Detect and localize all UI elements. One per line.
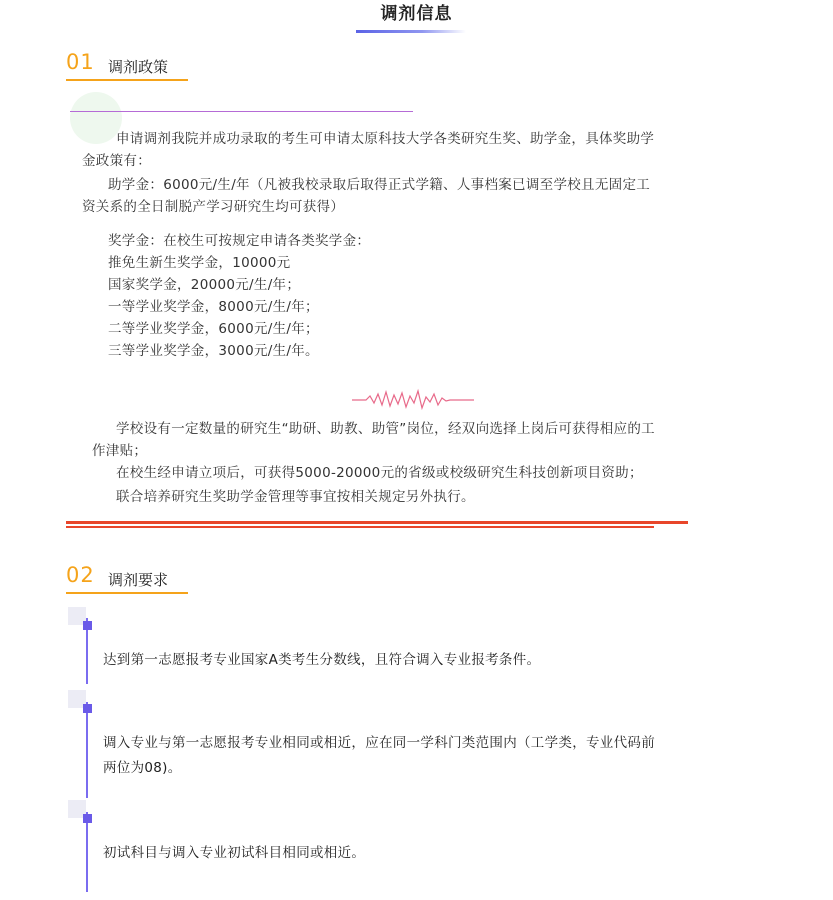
timeline-line <box>86 812 88 892</box>
scholarship-item: 三等学业奖学金，3000元/生/年。 <box>108 343 319 359</box>
intro-line-1: 申请调剂我院并成功录取的考生可申请太原科技大学各类研究生奖、助学金，具体奖助学 <box>116 131 655 147</box>
timeline-marker-icon <box>83 814 92 823</box>
section2-underline <box>66 592 188 594</box>
project-line: 在校生经申请立项后，可获得5000-20000元的省级或校级研究生科技创新项目资助； <box>116 465 643 481</box>
section1-number: 01 <box>66 50 95 74</box>
decorative-circle <box>70 92 122 144</box>
timeline-line <box>86 702 88 798</box>
title-underline <box>356 30 466 33</box>
section1-end-divider-secondary <box>66 526 654 528</box>
section1-underline <box>66 79 188 81</box>
timeline-marker-icon <box>83 704 92 713</box>
scholarship-item: 国家奖学金，20000元/生/年； <box>108 277 301 293</box>
scholarship-item: 二等学业奖学金，6000元/生/年； <box>108 321 319 337</box>
post-line-2: 作津贴； <box>92 443 148 459</box>
requirement-item: 达到第一志愿报考专业国家A类考生分数线，且符合调入专业报考条件。 <box>103 652 541 668</box>
joint-line: 联合培养研究生奖助学金管理等事宜按相关规定另外执行。 <box>116 489 475 505</box>
section2-number: 02 <box>66 563 95 587</box>
grant-line-1: 助学金：6000元/生/年（凡被我校录取后取得正式学籍、人事档案已调至学校且无固定工 <box>108 177 651 193</box>
section1-end-divider <box>66 521 688 524</box>
requirement-item-continued: 两位为08)。 <box>103 760 182 776</box>
section2-label: 调剂要求 <box>108 571 169 589</box>
grant-line-2: 资关系的全日制脱产学习研究生均可获得） <box>82 199 345 215</box>
heartbeat-wave-icon <box>352 388 474 412</box>
timeline-marker-icon <box>83 621 92 630</box>
scholarship-item: 推免生新生奖学金，10000元 <box>108 255 291 271</box>
page-title: 调剂信息 <box>380 4 453 24</box>
section1-label: 调剂政策 <box>108 58 169 76</box>
requirement-item: 调入专业与第一志愿报考专业相同或相近，应在同一学科门类范围内（工学类，专业代码前 <box>103 735 655 751</box>
scholarship-title: 奖学金：在校生可按规定申请各类奖学金： <box>108 233 371 249</box>
intro-line-2: 金政策有： <box>82 153 151 169</box>
scholarship-item: 一等学业奖学金，8000元/生/年； <box>108 299 319 315</box>
post-line-1: 学校设有一定数量的研究生“助研、助教、助管”岗位，经双向选择上岗后可获得相应的工 <box>116 421 655 437</box>
requirement-item: 初试科目与调入专业初试科目相同或相近。 <box>103 845 366 861</box>
section1-divider <box>70 111 413 112</box>
